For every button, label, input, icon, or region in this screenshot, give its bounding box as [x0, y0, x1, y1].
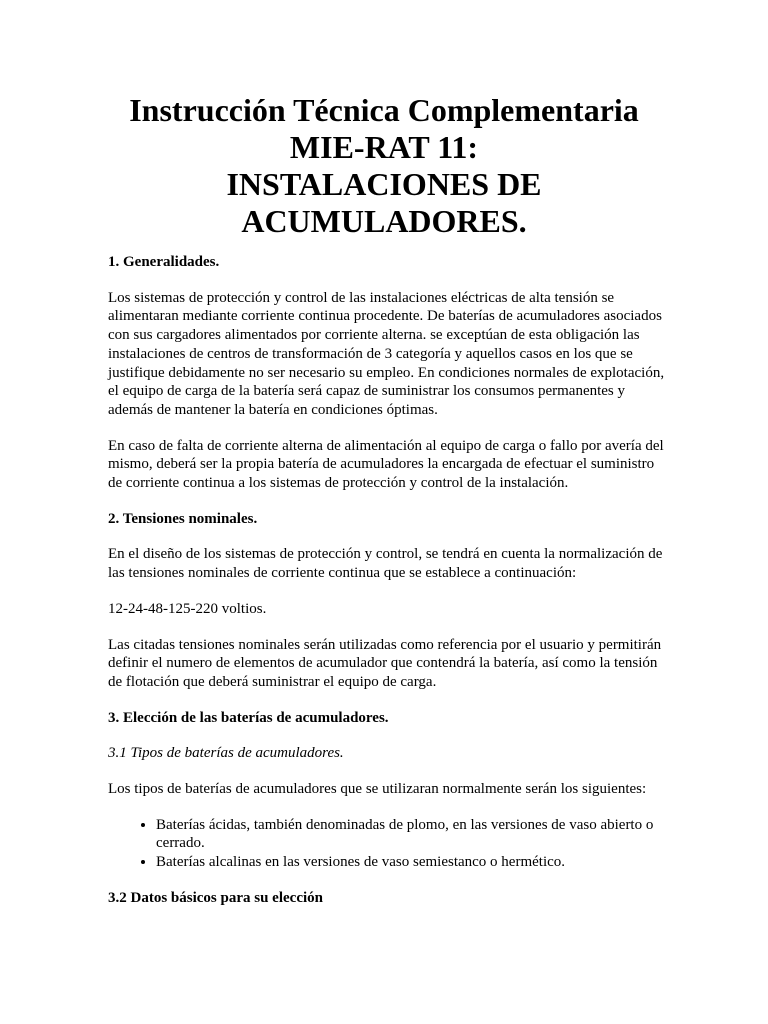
section-1-paragraph-1: Los sistemas de protección y control de las instalaciones eléctricas de alta tensión se alimentaran mediante corriente continua procedente. De baterías de acumuladores asociados con sus cargadores alimentados por corriente alterna. se exceptúan de esta obligación las instalaciones de centros de transformación de 3 categoría y aquellos casos en los que se justifique debidamente no ser necesario su empleo. En condiciones normales de explotación, el equipo de carga de la batería será capaz de suministrar los consumos permanentes y además de mantener la batería en condiciones óptimas.: [108, 289, 665, 418]
document-title: [0, 92, 768, 240]
section-1-heading: 1. Generalidades.: [108, 254, 220, 270]
title-line-3: INSTALACIONES DE: [226, 166, 542, 202]
list-item: • Baterías alcalinas en las versiones de vaso semiestanco o hermético.: [156, 853, 668, 872]
title-line-2: MIE-RAT 11:: [289, 129, 479, 165]
section-3-1-heading: 3.1 Tipos de baterías de acumuladores.: [108, 745, 344, 762]
title-line-4: ACUMULADORES.: [241, 203, 527, 239]
battery-types-list: [108, 816, 668, 872]
section-3-2-heading: 3.2 Datos básicos para su elección: [108, 889, 323, 906]
section-3-1-paragraph: Los tipos de baterías de acumuladores que se utilizaran normalmente serán los siguientes:: [108, 781, 647, 798]
section-2-voltages: 12-24-48-125-220 voltios.: [108, 600, 267, 617]
section-1-paragraph-2: En caso de falta de corriente alterna de alimentación al equipo de carga o fallo por avería del mismo, deberá ser la propia batería de acumuladores la encargada de efectuar el suministro de corriente continua a los sistemas de protección y control de la instalación.: [108, 437, 664, 492]
section-2-paragraph-3: Las citadas tensiones nominales serán utilizadas como referencia por el usuario y permitirán definir el numero de elementos de acumulador que contendrá la batería, así como la tensión de flotación que deberá suministrar el equipo de carga.: [108, 636, 662, 690]
section-3-heading: 3. Elección de las baterías de acumuladores.: [108, 709, 389, 726]
section-2-paragraph-1: En el diseño de los sistemas de protección y control, se tendrá en cuenta la normalización de las tensiones nominales de corriente continua que se establece a continuación:: [108, 546, 663, 582]
list-item: • Baterías ácidas, también denominadas de plomo, en las versiones de vaso abierto o cerrado.: [156, 816, 668, 853]
section-2-heading: 2. Tensiones nominales.: [108, 510, 258, 527]
document-body: [108, 253, 668, 925]
title-line-1: Instrucción Técnica Complementaria: [129, 92, 639, 128]
